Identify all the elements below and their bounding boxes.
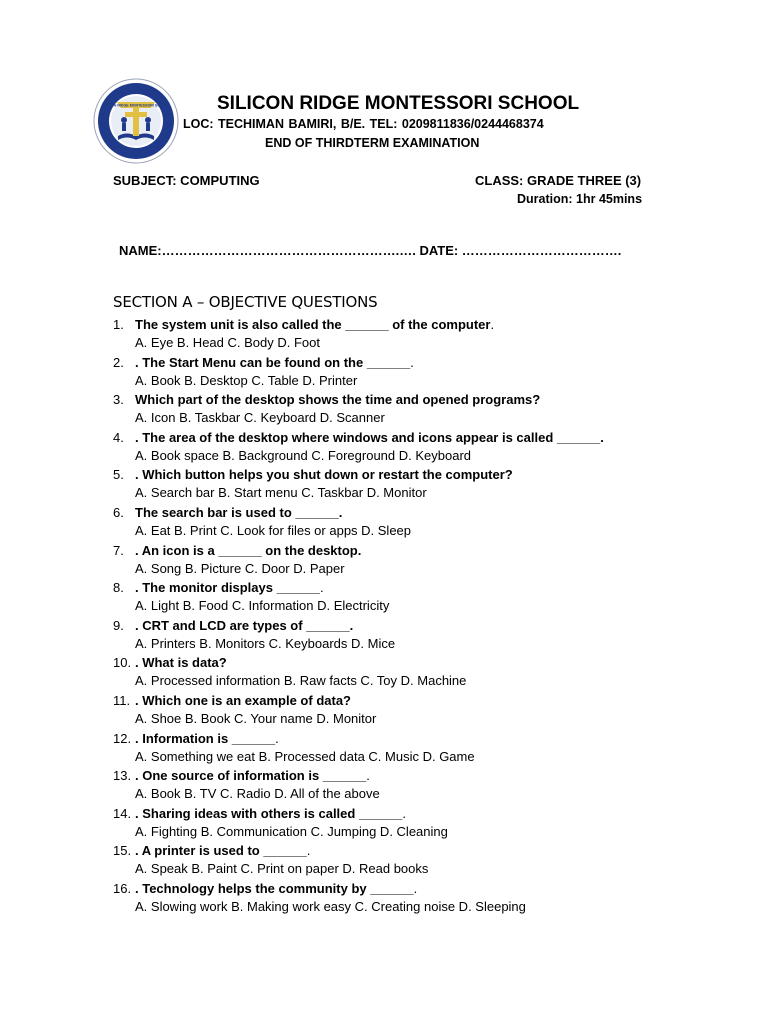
question-tail: . <box>402 805 406 821</box>
question-line <box>113 504 342 521</box>
question-stem: The system unit is also called the ______ of the computer <box>135 317 491 332</box>
question-line <box>113 354 414 371</box>
question-line <box>113 767 370 784</box>
school-logo-icon <box>93 78 179 164</box>
question-tail: . <box>413 880 418 896</box>
question-tail: . <box>490 317 495 332</box>
question-item <box>113 542 733 580</box>
question-line <box>113 730 279 747</box>
question-options: A. Processed information B. Raw facts C. Toy D. Machine <box>135 673 467 689</box>
question-number: 12. <box>113 730 132 746</box>
question-stem: . What is data? <box>135 655 227 671</box>
question-stem: . A printer is used to ______ <box>135 843 307 859</box>
question-options: A. Eat B. Print C. Look for files or apps D. Sleep <box>135 522 412 538</box>
duration-label: Duration: 1hr 45mins <box>517 192 643 206</box>
question-line <box>113 842 310 859</box>
subject-label: SUBJECT: COMPUTING <box>113 173 260 188</box>
question-tail: . <box>275 730 279 746</box>
school-logo <box>93 78 179 164</box>
question-line <box>113 391 540 408</box>
question-item <box>113 805 733 843</box>
question-stem: . Information is ______ <box>135 730 276 746</box>
section-heading: SECTION A – OBJECTIVE QUESTIONS <box>113 293 378 311</box>
question-tail: . <box>410 354 414 370</box>
school-name: SILICON RIDGE MONTESSORI SCHOOL <box>217 93 580 114</box>
question-line <box>113 692 351 709</box>
question-tail: . <box>366 768 370 784</box>
question-line <box>113 466 513 483</box>
question-number: 3. <box>113 392 124 408</box>
question-stem: The search bar is used to ______. <box>135 504 343 520</box>
question-number: 13. <box>113 768 132 784</box>
question-item <box>113 504 733 542</box>
question-item <box>113 692 733 730</box>
question-line <box>113 617 353 634</box>
question-options: A. Light B. Food C. Information D. Electricity <box>135 598 390 614</box>
question-stem: . Technology helps the community by ______ <box>135 880 414 896</box>
question-line <box>113 542 361 559</box>
question-number: 11. <box>113 692 131 708</box>
question-stem: . The area of the desktop where windows and icons appear is called ______. <box>135 429 604 445</box>
question-number: 7. <box>113 542 124 558</box>
exam-title: END OF THIRDTERM EXAMINATION <box>265 136 480 150</box>
question-list <box>113 316 733 918</box>
question-item <box>113 730 733 768</box>
question-item <box>113 354 733 392</box>
question-stem: . Which one is an example of data? <box>135 692 351 708</box>
question-options: A. Printers B. Monitors C. Keyboards D. Mice <box>135 635 396 651</box>
question-number: 10. <box>113 655 132 671</box>
question-item <box>113 767 733 805</box>
question-line <box>113 880 417 897</box>
question-item <box>113 842 733 880</box>
question-item <box>113 579 733 617</box>
question-line <box>113 429 604 446</box>
question-item <box>113 654 733 692</box>
question-options: A. Book space B. Background C. Foreground D. Keyboard <box>135 447 472 463</box>
question-stem: . One source of information is ______ <box>135 768 367 784</box>
question-tail: . <box>319 580 324 596</box>
question-number: 15. <box>113 843 132 859</box>
question-stem: . CRT and LCD are types of ______. <box>135 617 354 633</box>
question-stem: Which part of the desktop shows the time and opened programs? <box>135 392 541 408</box>
question-line <box>113 654 227 671</box>
location-line: LOC: TECHIMAN BAMIRI, B/E. TEL: 0209811836/0244468374 <box>183 117 544 131</box>
question-options: A. Speak B. Paint C. Print on paper D. Read books <box>135 861 429 877</box>
question-number: 2. <box>113 354 124 370</box>
question-stem: . Sharing ideas with others is called ______ <box>135 805 403 821</box>
question-number: 14. <box>113 805 132 821</box>
question-options: A. Eye B. Head C. Body D. Foot <box>135 335 320 350</box>
question-stem: . An icon is a ______ on the desktop. <box>135 542 362 558</box>
question-number: 5. <box>113 467 124 483</box>
question-options: A. Song B. Picture C. Door D. Paper <box>135 560 345 576</box>
question-options: A. Slowing work B. Making work easy C. Creating noise D. Sleeping <box>135 898 526 914</box>
question-stem: . The Start Menu can be found on the ______ <box>135 354 411 370</box>
logo-text: SILICON RIDGE MONTESSORI SCHOOL <box>101 103 171 108</box>
question-number: 16. <box>113 880 132 896</box>
question-options: A. Book B. TV C. Radio D. All of the above <box>135 786 380 802</box>
question-number: 8. <box>113 580 124 596</box>
question-options: A. Book B. Desktop C. Table D. Printer <box>135 372 358 388</box>
question-tail: . <box>306 843 311 859</box>
question-number: 1. <box>113 317 124 332</box>
question-options: A. Fighting B. Communication C. Jumping D. Cleaning <box>135 823 448 839</box>
question-item <box>113 880 733 918</box>
question-number: 9. <box>113 617 124 633</box>
question-item <box>113 466 733 504</box>
question-stem: . Which button helps you shut down or restart the computer? <box>135 467 513 483</box>
question-stem: . The monitor displays ______ <box>135 580 320 596</box>
class-label: CLASS: GRADE THREE (3) <box>475 173 642 188</box>
question-item <box>113 316 733 354</box>
question-line <box>113 316 494 333</box>
question-item <box>113 617 733 655</box>
name-date-line: NAME:……………………………………………….…. DATE: ………………………………. <box>119 243 622 258</box>
question-line <box>113 805 406 822</box>
question-number: 4. <box>113 429 124 445</box>
question-options: A. Something we eat B. Processed data C. Music D. Game <box>135 748 475 764</box>
question-number: 6. <box>113 504 124 520</box>
question-options: A. Search bar B. Start menu C. Taskbar D. Monitor <box>135 485 427 501</box>
question-options: A. Icon B. Taskbar C. Keyboard D. Scanner <box>135 410 385 426</box>
question-item <box>113 391 733 429</box>
question-item <box>113 429 733 467</box>
question-options: A. Shoe B. Book C. Your name D. Monitor <box>135 710 377 726</box>
question-line <box>113 579 324 596</box>
